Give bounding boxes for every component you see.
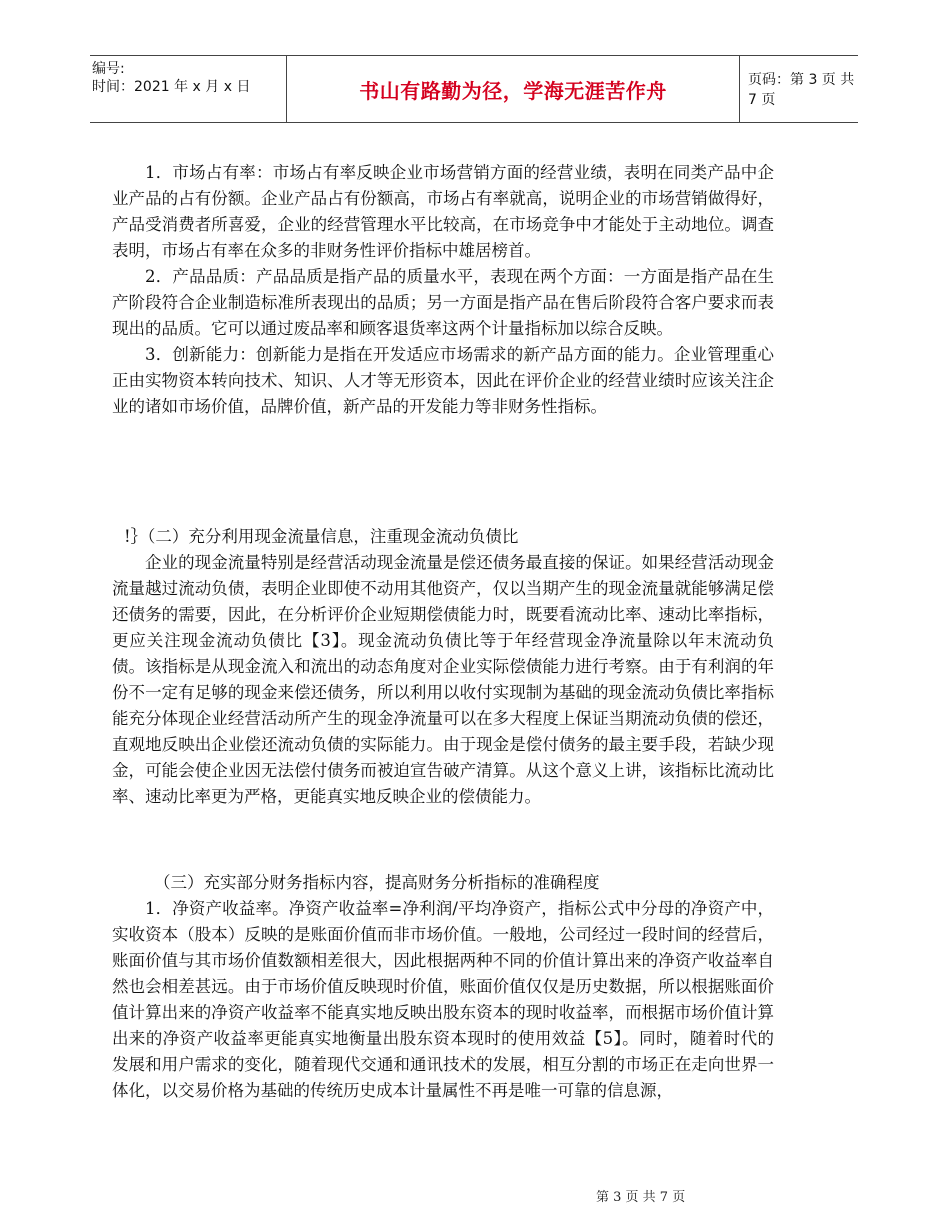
section-cash-flow xyxy=(112,524,774,810)
header-page-indicator: 页码：第 3 页 共 7 页 xyxy=(748,72,855,108)
paragraph-product-quality: 2．产品品质：产品品质是指产品的质量水平，表现在两个方面：一方面是指产品在生产阶段符合企业制造标准所表现出的品质；另一方面是指产品在售后阶段符合客户要求而表现出的品质。它可以通过废品率和顾客退货率这两个计量指标加以综合反映。 xyxy=(112,267,774,338)
section-heading-cash-flow: !｝（二）充分利用现金流量信息，注重现金流动负债比 xyxy=(124,527,519,546)
section-heading-financial-indicators: （三）充实部分财务指标内容，提高财务分析指标的准确程度 xyxy=(154,873,600,892)
section-financial-indicators xyxy=(112,870,774,1104)
paragraph-innovation: 3．创新能力：创新能力是指在开发适应市场需求的新产品方面的能力。企业管理重心正由实物资本转向技术、知识、人才等无形资本，因此在评价企业的经营业绩时应该关注企业的诸如市场价值，品牌价值，新产品的开发能力等非财务性指标。 xyxy=(112,345,774,416)
paragraph-cash-flow: 企业的现金流量特别是经营活动现金流量是偿还债务最直接的保证。如果经营活动现金流量越过流动负债，表明企业即使不动用其他资产，仅以当期产生的现金流量就能够满足偿还债务的需要，因此，在分析评价企业短期偿债能力时，既要看流动比率、速动比率指标，更应关注现金流动负债比【3】。现金流动负债比等于年经营现金净流量除以年末流动负债。该指标是从现金流入和流出的动态角度对企业实际偿债能力进行考察。由于有利润的年份不一定有足够的现金来偿还债务，所以利用以收付实现制为基础的现金流动负债比率指标能充分体现企业经营活动所产生的现金净流量可以在多大程度上保证当期流动负债的偿还，直观地反映出企业偿还流动负债的实际能力。由于现金是偿付债务的最主要手段，若缺少现金，可能会使企业因无法偿付债务而被迫宣告破产清算。从这个意义上讲，该指标比流动比率、速动比率更为严格，更能真实地反映企业的偿债能力。 xyxy=(112,553,774,806)
page-footer: 第 3 页 共 7 页 xyxy=(596,1190,686,1205)
page-header xyxy=(90,55,858,123)
header-motto: 书山有路勤为径，学海无涯苦作舟 xyxy=(286,56,740,122)
document-number-label: 编号: xyxy=(92,61,125,77)
section-indicators xyxy=(112,160,774,420)
header-meta xyxy=(90,56,286,126)
paragraph-net-asset-return: 1．净资产收益率。净资产收益率=净利润/平均净资产，指标公式中分母的净资产中，实收资本（股本）反映的是账面价值而非市场价值。一般地，公司经过一段时间的经营后，账面价值与其市场价值数额相差很大，因此根据两种不同的价值计算出来的净资产收益率自然也会相差甚远。由于市场价值反映现时价值，账面价值仅仅是历史数据，所以根据账面价值计算出来的净资产收益率不能真实地反映出股东资本的现时收益率，而根据市场价值计算出来的净资产收益率更能真实地衡量出股东资本现时的使用效益【5】。同时，随着时代的发展和用户需求的变化，随着现代交通和通讯技术的发展，相互分割的市场正在走向世界一体化，以交易价格为基础的传统历史成本计量属性不再是唯一可靠的信息源， xyxy=(112,899,774,1100)
document-date: 时间：2021 年 x 月 x 日 xyxy=(92,79,251,95)
paragraph-market-share: 1．市场占有率：市场占有率反映企业市场营销方面的经营业绩，表明在同类产品中企业产品的占有份额。企业产品占有份额高，市场占有率就高，说明企业的市场营销做得好，产品受消费者所喜爱，企业的经营管理水平比较高，在市场竞争中才能处于主动地位。调查表明，市场占有率在众多的非财务性评价指标中雄居榜首。 xyxy=(112,163,774,260)
